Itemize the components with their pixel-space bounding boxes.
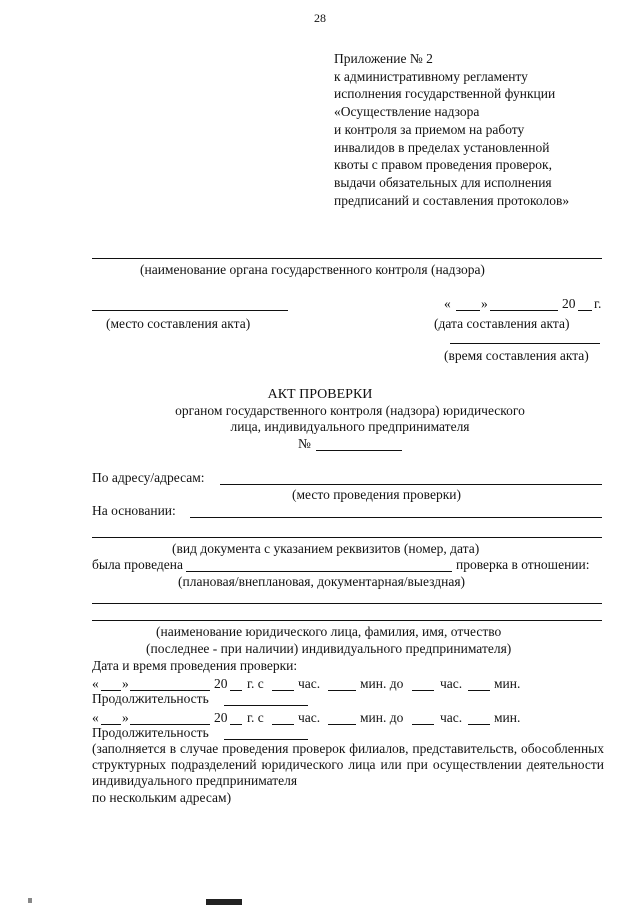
date-year-prefix: 20 xyxy=(562,296,576,311)
schedule-minutes-to-label: мин. до xyxy=(360,710,404,725)
document-subtitle-line2: лица, индивидуального предпринимателя xyxy=(230,419,470,434)
date-open-quote: « xyxy=(444,296,451,311)
appendix-line: предписаний и составления протоколов» xyxy=(334,192,570,208)
scan-edge xyxy=(0,897,640,905)
note-text: (заполняется в случае проведения проверок филиалов, представительств, обособленных структурных подразделений юридического лица или при осуществлении деятельности индивидуального предпринимателя xyxy=(92,741,604,789)
datetime-label: Дата и время проведения проверки: xyxy=(92,658,298,673)
schedule-minute-to-field[interactable] xyxy=(468,724,490,725)
duration-field[interactable] xyxy=(224,705,308,706)
document-caption: (вид документа с указанием реквизитов (номер, дата) xyxy=(172,541,480,556)
schedule-close-quote: » xyxy=(122,676,129,691)
appendix-block xyxy=(334,50,569,209)
entity-field-line2[interactable] xyxy=(92,620,602,621)
schedule-g-s: г. с xyxy=(247,676,264,691)
basis-field-line2[interactable] xyxy=(92,537,602,538)
authority-name-field[interactable] xyxy=(92,258,602,259)
document-subtitle-line1: органом государственного контроля (надзора) юридического xyxy=(175,403,525,418)
duration-label: Продолжительность xyxy=(92,725,209,740)
date-year-field[interactable] xyxy=(578,310,592,311)
appendix-line: Приложение № 2 xyxy=(334,51,433,66)
page-number: 28 xyxy=(314,11,326,25)
schedule-minutes-label: мин. xyxy=(494,710,521,725)
date-caption: (дата составления акта) xyxy=(434,316,570,331)
schedule-year-field[interactable] xyxy=(230,690,242,691)
schedule-year-prefix: 20 xyxy=(214,710,228,725)
appendix-line: и контроля за приемом на работу xyxy=(334,121,525,137)
schedule-minute-from-field[interactable] xyxy=(328,724,356,725)
schedule-hours2-label: час. xyxy=(440,710,463,725)
act-number-field[interactable] xyxy=(316,450,402,451)
inspection-type-field[interactable] xyxy=(186,571,452,572)
schedule-hours2-label: час. xyxy=(440,676,463,691)
place-caption: (место составления акта) xyxy=(106,316,251,331)
note-paragraph xyxy=(92,741,604,806)
address-label: По адресу/адресам: xyxy=(92,470,205,485)
date-month-field[interactable] xyxy=(490,310,558,311)
schedule-minutes-to-label: мин. до xyxy=(360,676,404,691)
schedule-g-s: г. с xyxy=(247,710,264,725)
schedule-open-quote: « xyxy=(92,676,99,691)
date-close-quote: » xyxy=(481,296,488,311)
appendix-line: выдачи обязательных для исполнения xyxy=(334,174,552,190)
basis-label: На основании: xyxy=(92,503,176,518)
note-last-line: по нескольким адресам) xyxy=(92,789,232,805)
address-field[interactable] xyxy=(220,484,602,485)
appendix-line: «Осуществление надзора xyxy=(334,104,480,120)
schedule-hour-to-field[interactable] xyxy=(412,724,434,725)
schedule-minute-to-field[interactable] xyxy=(468,690,490,691)
schedule-minute-from-field[interactable] xyxy=(328,690,356,691)
schedule-hours-label: час. xyxy=(298,676,321,691)
appendix-line: квоты с правом проведения проверок, xyxy=(334,157,552,173)
schedule-hour-to-field[interactable] xyxy=(412,690,434,691)
time-field[interactable] xyxy=(450,343,600,344)
schedule-close-quote: » xyxy=(122,710,129,725)
date-day-field[interactable] xyxy=(456,310,480,311)
schedule-hour-from-field[interactable] xyxy=(272,690,294,691)
entity-caption-line1: (наименование юридического лица, фамилия, имя, отчество xyxy=(156,624,502,639)
inspection-relation-label: проверка в отношении: xyxy=(456,557,590,572)
date-year-suffix: г. xyxy=(594,296,602,311)
time-caption: (время составления акта) xyxy=(444,348,589,363)
schedule-year-prefix: 20 xyxy=(214,676,228,691)
appendix-line: инвалидов в пределах установленной xyxy=(334,139,550,155)
entity-field[interactable] xyxy=(92,603,602,604)
inspection-type-caption: (плановая/внеплановая, документарная/выездная) xyxy=(178,574,466,589)
schedule-year-field[interactable] xyxy=(230,724,242,725)
address-caption: (место проведения проверки) xyxy=(292,487,461,502)
duration-label: Продолжительность xyxy=(92,691,209,706)
basis-field[interactable] xyxy=(190,517,602,518)
schedule-hour-from-field[interactable] xyxy=(272,724,294,725)
entity-caption-line2: (последнее - при наличии) индивидуального предпринимателя) xyxy=(146,641,512,656)
conducted-label: была проведена xyxy=(92,557,183,572)
appendix-line: исполнения государственной функции xyxy=(334,86,556,102)
schedule-minutes-label: мин. xyxy=(494,676,521,691)
schedule-hours-label: час. xyxy=(298,710,321,725)
schedule-open-quote: « xyxy=(92,710,99,725)
place-field[interactable] xyxy=(92,310,288,311)
duration-field[interactable] xyxy=(224,739,308,740)
document-title: АКТ ПРОВЕРКИ xyxy=(267,387,373,402)
appendix-line: к административному регламенту xyxy=(334,68,528,84)
number-sign: № xyxy=(298,436,311,451)
authority-caption: (наименование органа государственного контроля (надзора) xyxy=(140,262,485,277)
